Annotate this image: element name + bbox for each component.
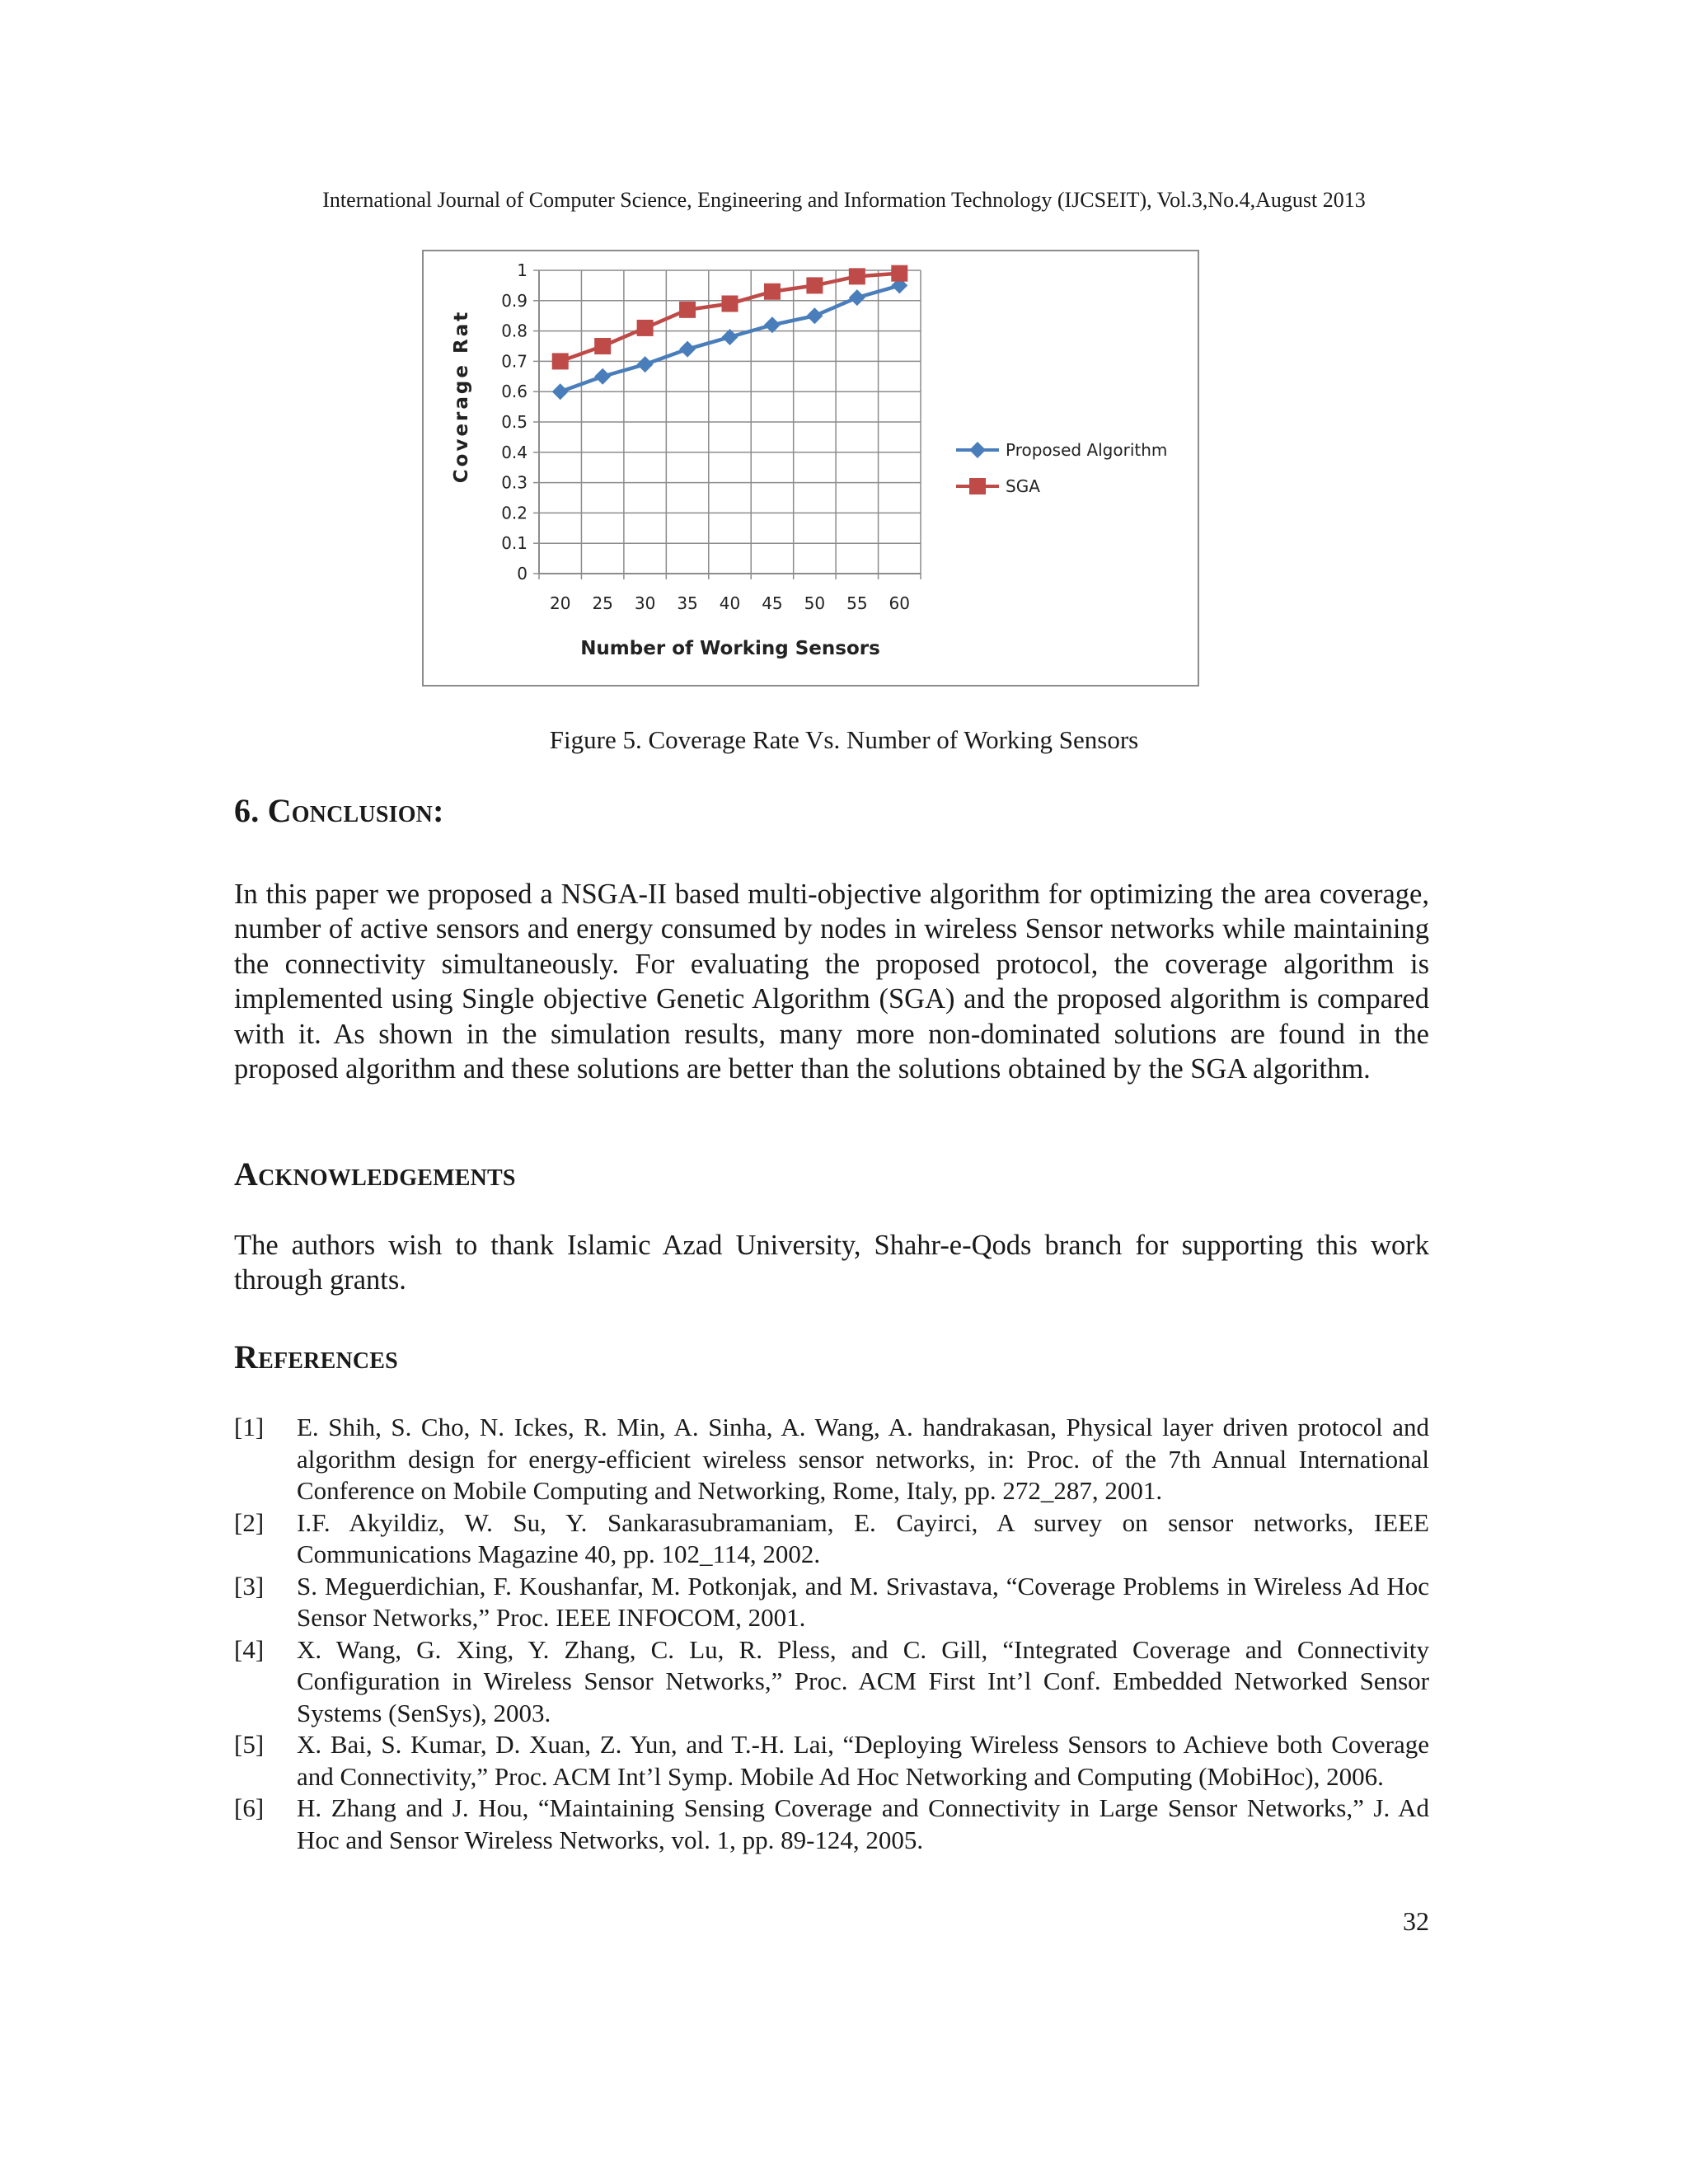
y-tick-label: 0.1 xyxy=(501,533,528,554)
reference-item xyxy=(234,1507,1429,1571)
data-point-sga xyxy=(806,277,823,293)
conclusion-heading xyxy=(234,791,444,830)
acknowledgements-title-rest: cknowledgements xyxy=(258,1155,516,1193)
references-heading xyxy=(234,1338,398,1376)
x-tick-label: 40 xyxy=(719,593,741,613)
coverage-chart-svg xyxy=(422,250,1199,687)
reference-text: X. Wang, G. Xing, Y. Zhang, C. Lu, R. Pless, and C. Gill, “Integrated Coverage and Connectivity Configuration in Wireless Sensor Networks,” Proc. ACM First Int’l Conf. Embedded Networked Sensor Systems (SenSys), 2003. xyxy=(297,1634,1429,1727)
reference-item xyxy=(234,1412,1429,1507)
reference-list xyxy=(234,1412,1429,1856)
y-axis-title: Coverage Rat xyxy=(451,309,472,484)
data-point-sga xyxy=(552,353,569,369)
legend-marker-sga xyxy=(969,478,986,494)
reference-text: E. Shih, S. Cho, N. Ickes, R. Min, A. Sinha, A. Wang, A. handrakasan, Physical layer driven protocol and algorithm design for energy-efficient wireless sensor networks, in: Proc. of the 7th Annual International Conference on Mobile Computing and Networking, Rome, Italy, pp. 272_287, 2001. xyxy=(297,1413,1429,1505)
x-tick-label: 20 xyxy=(549,593,571,613)
data-point-sga xyxy=(891,265,907,282)
data-point-sga xyxy=(679,302,696,318)
reference-item xyxy=(234,1634,1429,1730)
x-tick-label: 35 xyxy=(677,593,698,613)
running-header: International Journal of Computer Science, Engineering and Information Technology (IJCSEIT), Vol.3,No.4,August 2013 xyxy=(322,188,1366,212)
y-tick-label: 0.8 xyxy=(501,321,528,341)
y-tick-label: 0.3 xyxy=(501,472,528,493)
data-point-sga xyxy=(594,338,611,354)
data-point-sga xyxy=(722,295,738,312)
coverage-chart xyxy=(422,250,1199,687)
y-tick-label: 0.6 xyxy=(501,382,528,402)
y-tick-label: 1 xyxy=(517,260,528,280)
reference-number: [6] xyxy=(234,1793,265,1822)
references-title-rest: eferences xyxy=(258,1338,398,1376)
reference-number: [1] xyxy=(234,1413,265,1441)
reference-number: [2] xyxy=(234,1507,265,1537)
legend-label-proposed-algorithm: Proposed Algorithm xyxy=(1006,440,1168,460)
reference-item xyxy=(234,1571,1429,1634)
data-point-sga xyxy=(764,284,781,300)
reference-item xyxy=(234,1793,1429,1856)
conclusion-paragraph: In this paper we proposed a NSGA-II based multi-objective algorithm for optimizing the area coverage, number of active sensors and energy consumed by nodes in wireless Sensor networks while maintaining the connectivity simultaneously. For evaluating the proposed protocol, the coverage algorithm is implemented using Single objective Genetic Algorithm (SGA) and the proposed algorithm is compared with it. As shown in the simulation results, many more non-dominated solutions are found in the proposed algorithm and these solutions are better than the solutions obtained by the SGA algorithm. xyxy=(234,879,1429,1085)
acknowledgements-title-initial: A xyxy=(234,1155,259,1193)
x-axis-title: Number of Working Sensors xyxy=(580,638,880,659)
y-tick-label: 0.7 xyxy=(501,351,528,372)
acknowledgements-heading xyxy=(234,1155,516,1193)
reference-text: I.F. Akyildiz, W. Su, Y. Sankarasubramaniam, E. Cayirci, A survey on sensor networks, IEEE Communications Magazine 40, pp. 102_114, 2002. xyxy=(297,1507,1429,1568)
data-point-sga xyxy=(637,320,654,336)
acknowledgements-paragraph: The authors wish to thank Islamic Azad University, Shahr-e-Qods branch for supporting this work through grants. xyxy=(234,1230,1429,1296)
reference-text: S. Meguerdichian, F. Koushanfar, M. Potkonjak, and M. Srivastava, “Coverage Problems in Wireless Ad Hoc Sensor Networks,” Proc. IEEE INFOCOM, 2001. xyxy=(297,1571,1429,1632)
x-tick-label: 45 xyxy=(762,593,783,613)
y-tick-label: 0.9 xyxy=(501,290,528,311)
x-tick-label: 60 xyxy=(889,593,911,613)
x-tick-label: 55 xyxy=(846,593,868,613)
references-title-initial: R xyxy=(234,1338,259,1376)
reference-number: [4] xyxy=(234,1634,265,1664)
conclusion-title-initial: C xyxy=(267,792,292,829)
y-tick-label: 0.4 xyxy=(501,442,528,462)
x-tick-label: 50 xyxy=(804,593,826,613)
x-tick-label: 25 xyxy=(592,593,613,613)
legend-label-sga: SGA xyxy=(1006,476,1040,496)
y-tick-label: 0 xyxy=(517,564,528,583)
figure-caption: Figure 5. Coverage Rate Vs. Number of Working Sensors xyxy=(549,725,1139,754)
reference-text: H. Zhang and J. Hou, “Maintaining Sensing Coverage and Connectivity in Large Sensor Networks,” J. Ad Hoc and Sensor Wireless Networks, vol. 1, pp. 89-124, 2005. xyxy=(297,1793,1429,1854)
x-tick-label: 30 xyxy=(634,593,656,613)
reference-number: [3] xyxy=(234,1571,265,1601)
y-tick-label: 0.2 xyxy=(501,503,528,523)
reference-number: [5] xyxy=(234,1730,265,1759)
data-point-sga xyxy=(849,268,865,284)
conclusion-title-rest: onclusion: xyxy=(291,792,444,829)
page-number: 32 xyxy=(1403,1906,1429,1936)
reference-item xyxy=(234,1729,1429,1793)
y-tick-label: 0.5 xyxy=(501,412,528,432)
reference-text: X. Bai, S. Kumar, D. Xuan, Z. Yun, and T.-H. Lai, “Deploying Wireless Sensors to Achieve both Coverage and Connectivity,” Proc. ACM Int’l Symp. Mobile Ad Hoc Networking and Computing (MobiHoc), 2006. xyxy=(297,1730,1429,1791)
conclusion-number: 6. xyxy=(234,792,268,829)
